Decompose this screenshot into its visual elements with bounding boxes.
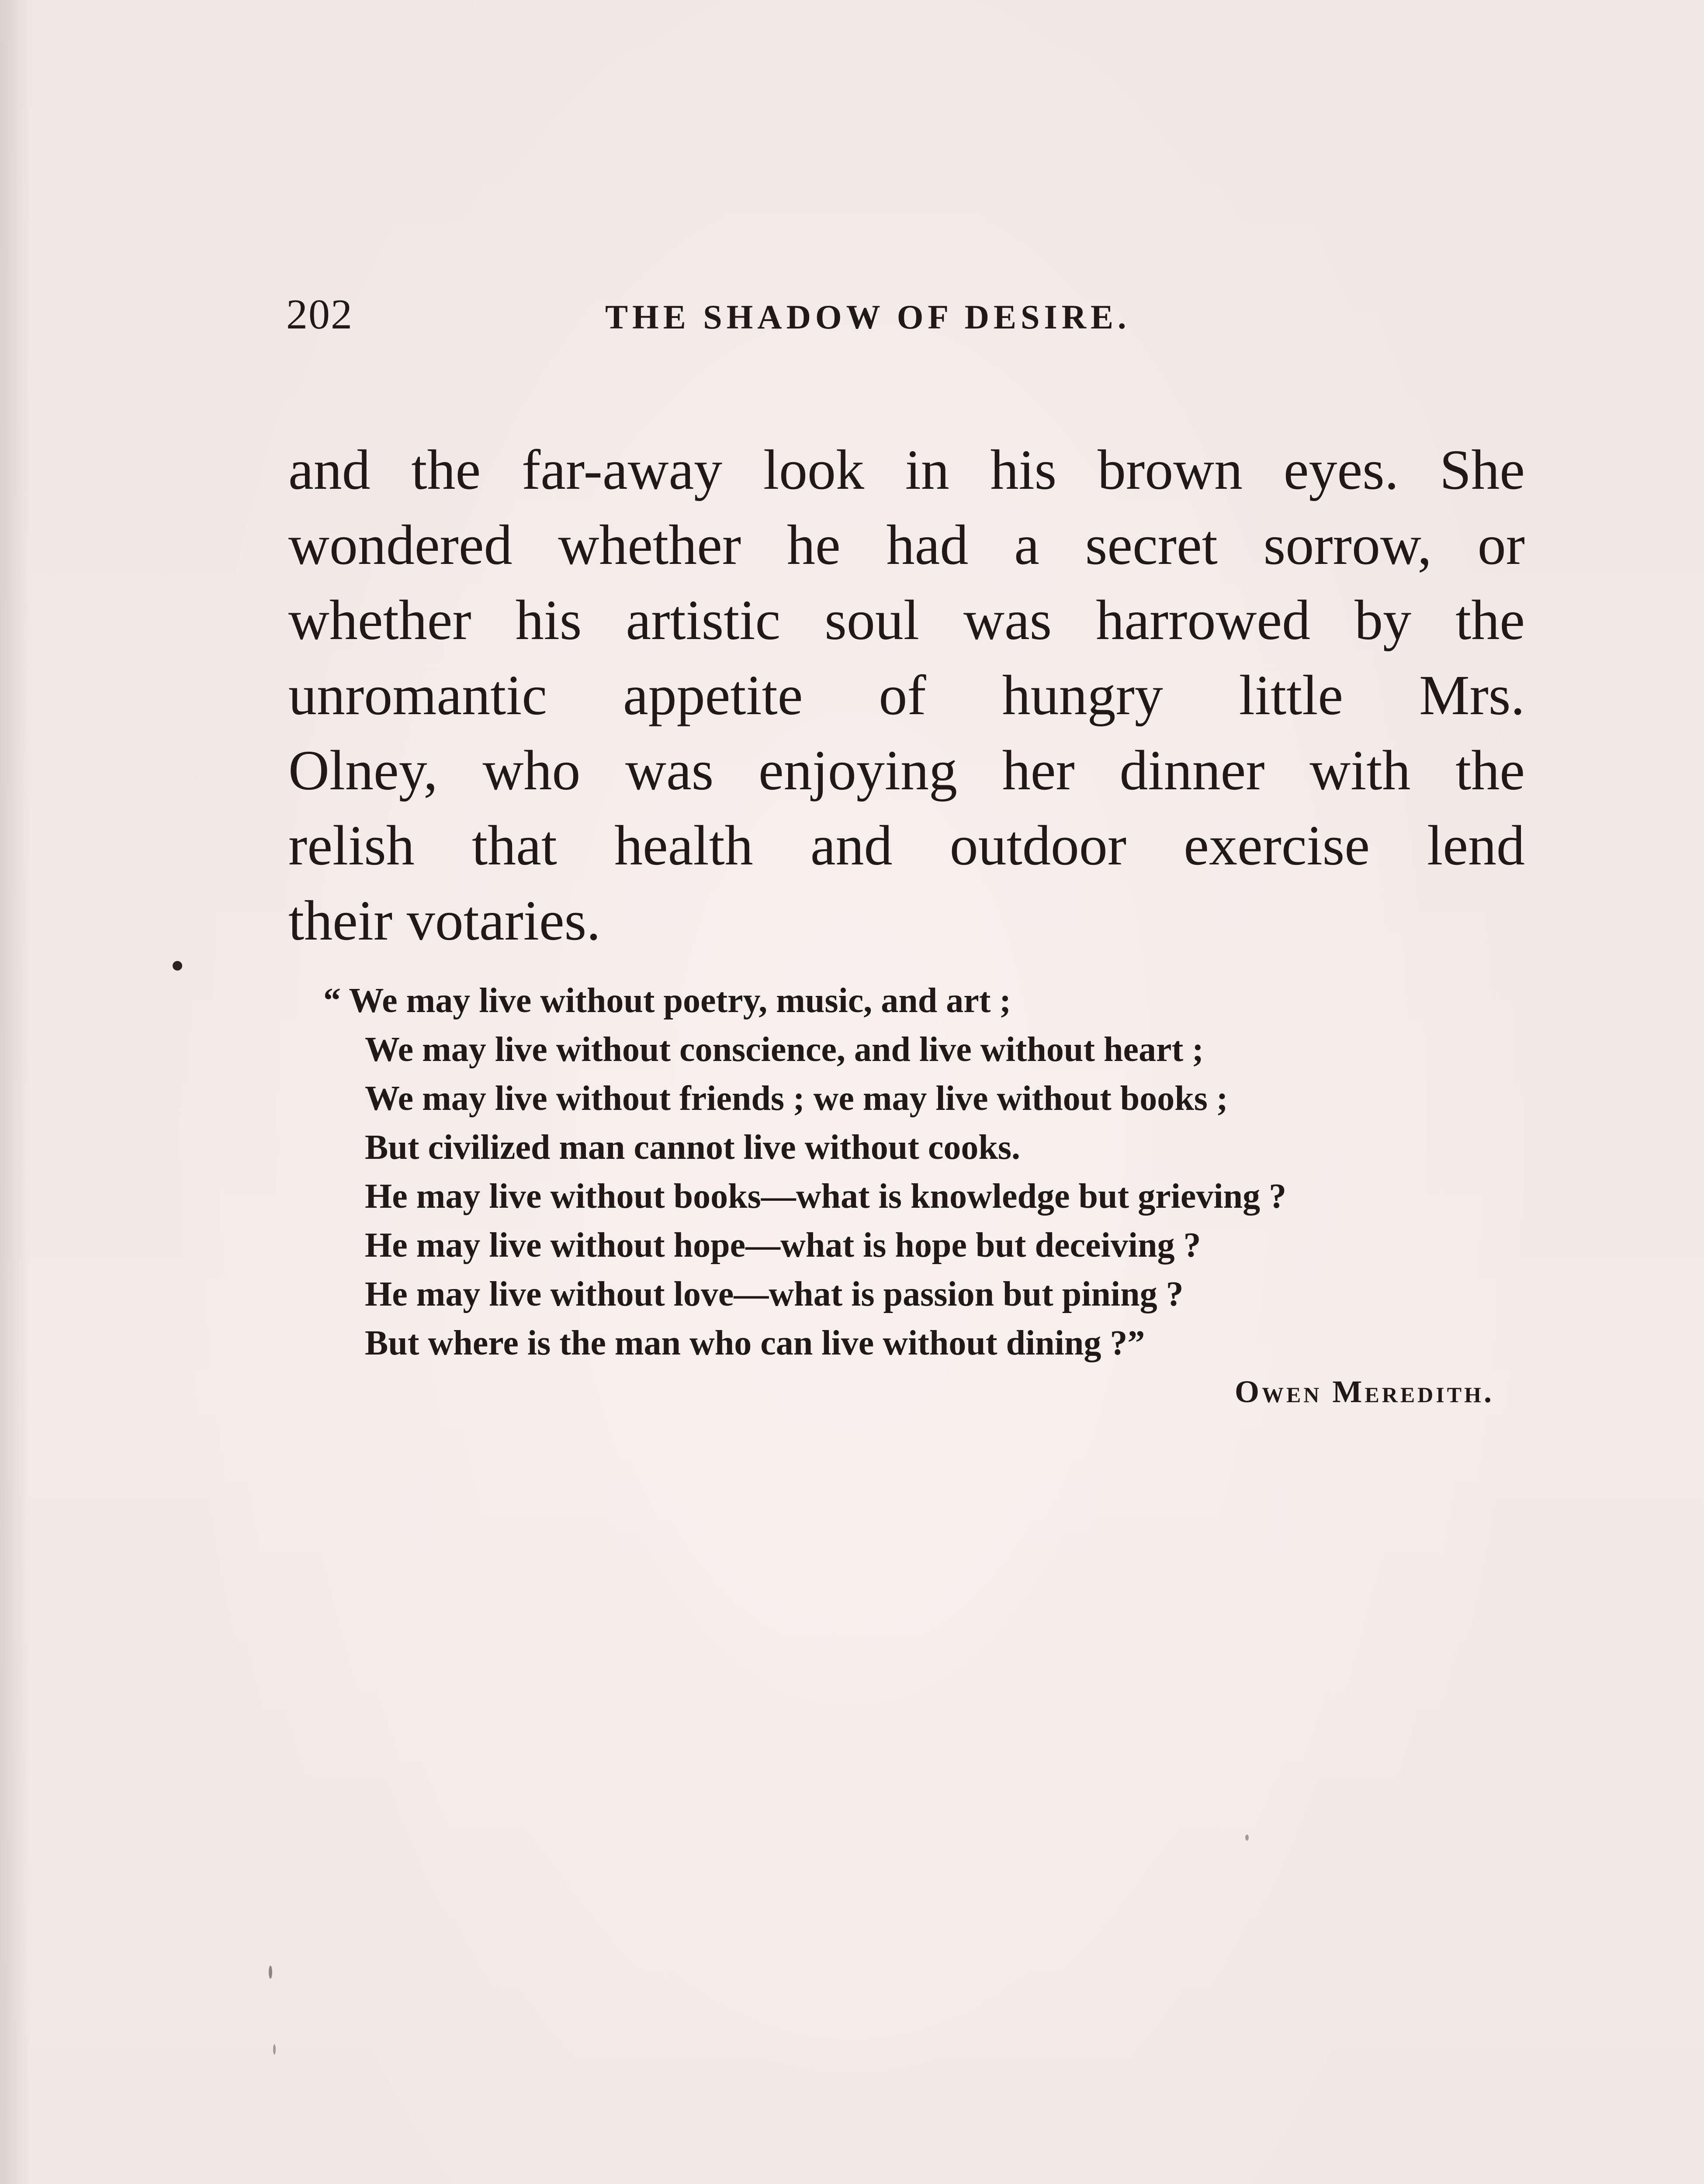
body-line: whether his artistic soul was harrowed by the: [288, 589, 1525, 652]
poem-line: He may live without books—what is knowledge but grieving ?: [365, 1177, 1287, 1216]
body-line: their votaries.: [288, 889, 601, 952]
body-line: relish that health and outdoor exercise lend: [288, 814, 1525, 877]
poem-line: We may live without friends ; we may live without books ;: [365, 1079, 1228, 1118]
body-paragraph: [288, 432, 1525, 958]
poem-quotation: [323, 976, 1547, 1368]
body-line: wondered whether he had a secret sorrow, or: [288, 514, 1525, 577]
paper-speck: [1245, 1835, 1249, 1841]
body-line: and the far-away look in his brown eyes. She: [288, 439, 1525, 501]
poem-attribution: Owen Meredith.: [1234, 1374, 1494, 1409]
poem-line: But civilized man cannot live without cooks.: [365, 1128, 1021, 1167]
body-line: Olney, who was enjoying her dinner with the: [288, 739, 1525, 802]
paper-speck: [269, 1966, 272, 1979]
running-head: [286, 288, 1444, 341]
poem-line: But where is the man who can live without dining ?”: [365, 1324, 1145, 1362]
paper-speck: [273, 2044, 276, 2055]
poem-line: He may live without hope—what is hope but deceiving ?: [365, 1226, 1201, 1265]
poem-line: We may live without conscience, and live without heart ;: [365, 1030, 1204, 1069]
body-line: unromantic appetite of hungry little Mrs.: [288, 664, 1525, 727]
paper-speck: [173, 961, 182, 971]
poem-line: He may live without love—what is passion but pining ?: [365, 1275, 1184, 1313]
running-title: THE SHADOW OF DESIRE.: [605, 298, 1131, 336]
page-edge-shadow: [0, 0, 31, 2184]
poem-line: “ We may live without poetry, music, and art ;: [323, 981, 1011, 1020]
page-number: 202: [286, 291, 353, 338]
